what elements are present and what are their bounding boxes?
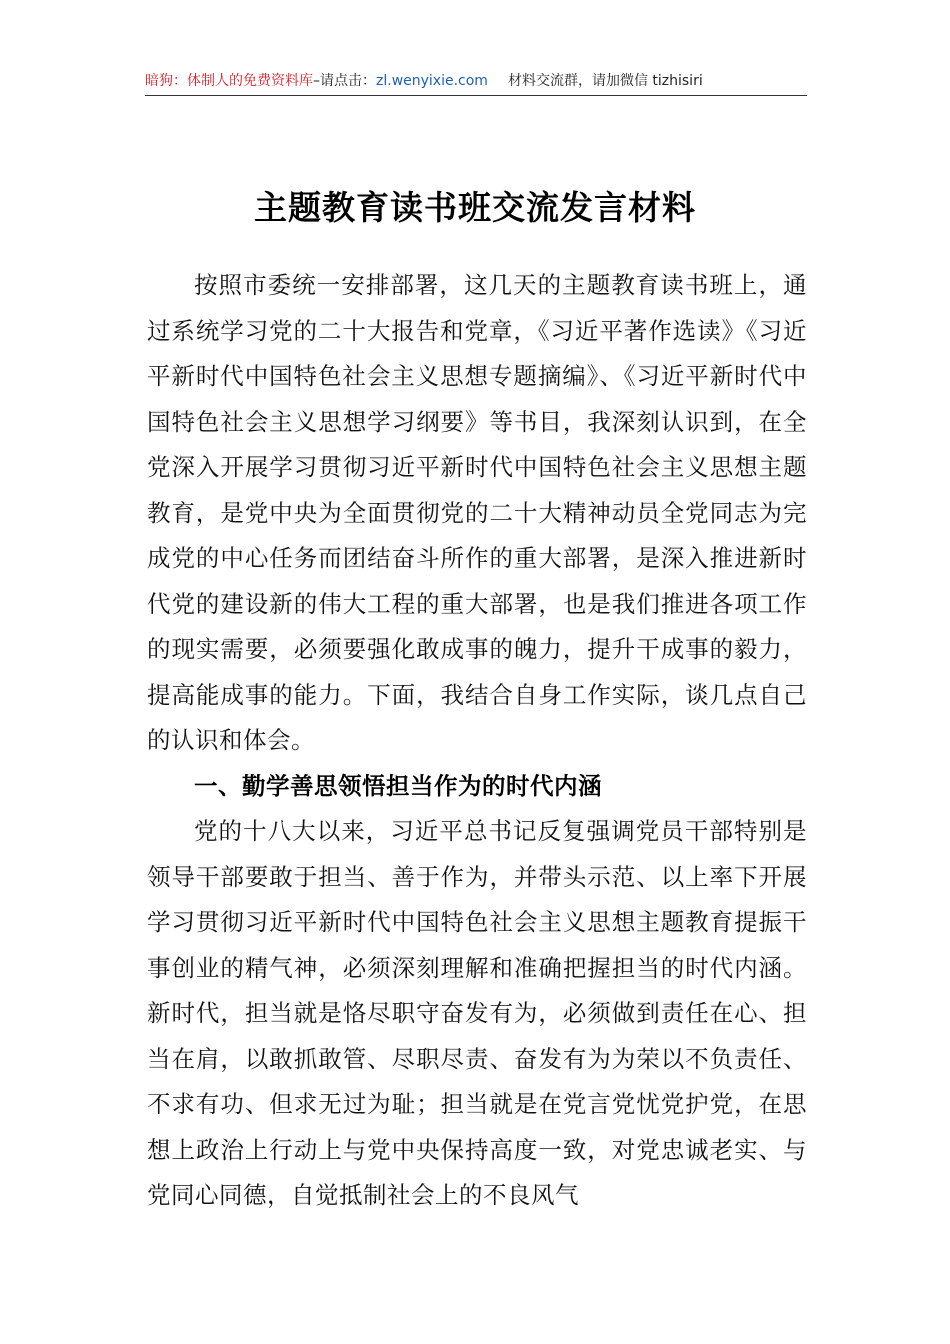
paragraph-intro: 按照市委统一安排部署，这几天的主题教育读书班上，通过系统学习党的二十大报告和党章，《习近平著作选读》《习近平新时代中国特色社会主义思想专题摘编》、《习近平新时代中国特色社会主义思想学习纲要》等书目，我深刻认识到，在全党深入开展学习贯彻习近平新时代中国特色社会主义思想主题教育，是党中央为全面贯彻党的二十大精神动员全党同志为完成党的中心任务而团结奋斗所作的重大部署，是深入推进新时代党的建设新的伟大工程的重大部署，也是我们推进各项工作的现实需要，必须要强化敢成事的魄力，提升干成事的毅力，提高能成事的能力。下面，我结合自身工作实际，谈几点自己的认识和体会。 (147, 271, 807, 754)
paragraph-section-1: 党的十八大以来，习近平总书记反复强调党员干部特别是领导干部要敢于担当、善于作为，并带头示范、以上率下开展学习贯彻习近平新时代中国特色社会主义思想主题教育提振干事创业的精气神，必须深刻理解和准确把握担当的时代内涵。新时代，担当就是恪尽职守奋发有为，必须做到责任在心、担当在肩，以敢抓敢管、尽职尽责、奋发有为为荣以不负责任、不求有功、但求无过为耻；担当就是在党言党忧党护党，在思想上政治上行动上与党中央保持高度一致，对党忠诚老实、与党同心同德，自觉抵制社会上的不良风气 (147, 817, 807, 1209)
page-header (145, 70, 807, 94)
document-body (147, 263, 807, 1219)
section-heading-1: 一、勤学善思领悟担当作为的时代内涵 (194, 771, 602, 800)
header-url-link[interactable]: zl.wenyixie.com (376, 73, 488, 89)
document-title: 主题教育读书班交流发言材料 (254, 188, 696, 228)
header-click-prompt: –请点击： (313, 73, 376, 89)
header-brand: 暗狗：体制人的免费资料库 (145, 73, 313, 89)
header-contact: 材料交流群，请加微信 tizhisiri (507, 73, 703, 89)
header-divider (145, 95, 807, 96)
